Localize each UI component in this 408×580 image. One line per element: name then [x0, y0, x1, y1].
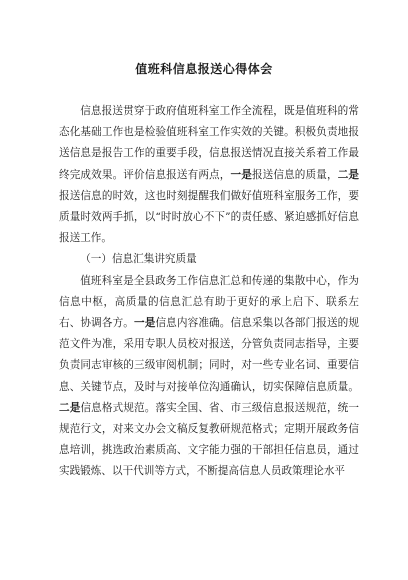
text-segment-bold: 二是 [337, 168, 359, 181]
document-title: 值班科信息报送心得体会 [135, 62, 273, 76]
text-segment: 报送信息的质量， [251, 168, 338, 181]
text-segment-bold: 二是 [59, 401, 81, 414]
text-segment: 值班科室是全县政务工作信息汇总和传递的集散中心，作为信息中枢，高质量的信息汇总有助于更好的承上启下、联系左右、协调各方。 [59, 274, 359, 330]
document-body [59, 101, 359, 483]
section-heading: （一）信息汇集讲究质量 [80, 253, 197, 266]
text-segment: 报送信息的时效，这也时刻提醒我们做好值班科室服务工作，要质量时效两手抓，以“时时放心不下”的责任感、紧迫感抓好信息报送工作。 [59, 189, 359, 245]
paragraph-section-1 [59, 271, 359, 483]
text-segment: 信息格式规范。落实全国、省、市三级信息报送规范，统一规范行文，对来文办会文稿反复教研规范格式；定期开展政务信息培训，挑选政治素质高、文字能力强的干部担任信息员，通过实践锻炼、以干代训等方式，不断提高信息人员政策理论水平 [59, 401, 359, 478]
text-segment: 信息报送贯穿于政府值班科室工作全流程，既是值班科的常态化基础工作也是检验值班科室工作实效的关键。积极负责地报送信息是报告工作的重要手段，信息报送情况直接关系着工作最终完成效果。评价信息报送有两点， [59, 105, 359, 181]
text-segment: 信息内容准确。信息采集以各部门报送的规范文件为准，采用专职人员校对报送，分管负责同志指导，主要负责同志审核的三级审阅机制；同时，对一些专业名词、重要信息、关键节点，及时与对接单位沟通确认，切实保障信息质量。 [59, 317, 359, 393]
paragraph-intro [59, 101, 359, 249]
text-segment-bold: 一是 [230, 168, 252, 181]
text-segment-bold: 一是 [134, 317, 156, 330]
